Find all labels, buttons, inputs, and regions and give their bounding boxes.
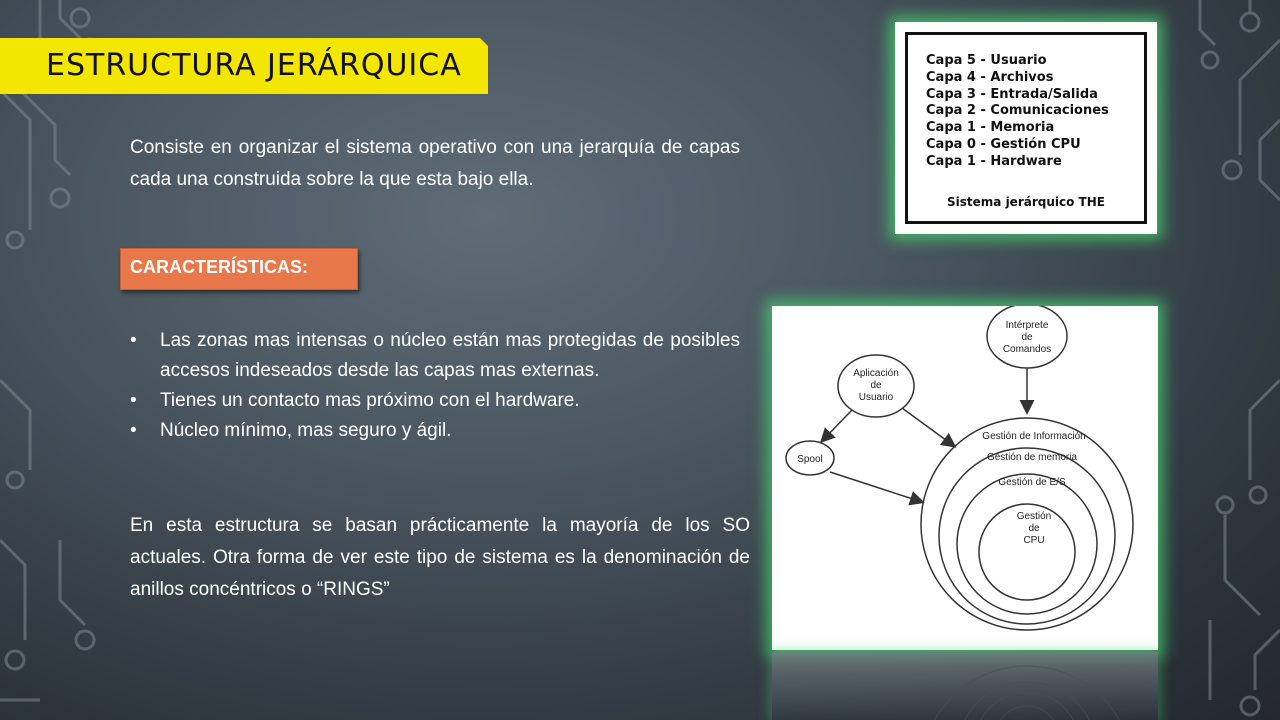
layer-item: Capa 3 - Entrada/Salida [926, 86, 1098, 102]
list-item [130, 416, 740, 446]
slide-title: ESTRUCTURA JERÁRQUICA [46, 48, 462, 83]
bullet-text: Núcleo mínimo, mas seguro y ágil. [160, 420, 452, 441]
layer-item: Capa 0 - Gestión CPU [926, 136, 1081, 152]
interprete-line-3: Comandos [1002, 344, 1052, 355]
layer-item: Capa 5 - Usuario [926, 53, 1047, 68]
ring-memory-label: Gestión de memoria [986, 452, 1078, 463]
outro-paragraph: En esta estructura se basan prácticamente la mayoría de los SO actuales. Otra forma de ver este tipo de sistema es la denominación de anillos concéntricos o “RINGS” [130, 515, 750, 600]
layer-item: Capa 2 - Comunicaciones [926, 103, 1109, 119]
layer-item: Capa 4 - Archivos [926, 69, 1054, 85]
bullet-text: Las zonas mas intensas o núcleo están mas protegidas de posibles accesos indeseados desde las capas mas externas. [160, 330, 740, 381]
ring-io-label: Gestión de E/S [998, 477, 1066, 488]
cpu-line-2: de [1028, 523, 1040, 534]
the-figure-caption: Sistema jerárquico THE [947, 195, 1105, 209]
bullet-icon: • [130, 330, 137, 351]
list-item [130, 326, 740, 386]
aplicacion-line-1: Aplicación [853, 368, 899, 379]
ring-information-label: Gestión de Información [982, 431, 1086, 442]
cpu-line-3: CPU [1023, 535, 1045, 546]
characteristics-list [130, 326, 740, 446]
list-item [130, 386, 740, 416]
characteristics-label: CARACTERÍSTICAS: [130, 257, 308, 277]
bullet-text: Tienes un contacto mas próximo con el hardware. [160, 390, 580, 411]
bullet-icon: • [130, 390, 137, 411]
layer-item: Capa 1 - Memoria [926, 120, 1055, 136]
the-layer-list [926, 53, 1109, 171]
interprete-line-2: de [1021, 332, 1033, 343]
aplicacion-line-2: de [870, 380, 882, 391]
spool-label: Spool [797, 454, 823, 465]
bullet-icon: • [130, 420, 137, 441]
rings-diagram-reflection [772, 652, 1158, 720]
rings-diagram [772, 306, 1158, 650]
the-system-box [905, 32, 1147, 224]
intro-paragraph: Consiste en organizar el sistema operativo con una jerarquía de capas cada una construida sobre la que esta bajo ella. [130, 137, 740, 190]
rings-diagram-svg [772, 306, 1158, 650]
reflection-svg [772, 652, 1158, 720]
aplicacion-line-3: Usuario [858, 392, 894, 403]
layer-item: Capa 1 - Hardware [926, 153, 1062, 169]
interprete-line-1: Intérprete [1005, 320, 1049, 331]
ring-information [921, 418, 1133, 630]
the-system-figure [895, 22, 1157, 234]
cpu-line-1: Gestión [1016, 511, 1052, 522]
